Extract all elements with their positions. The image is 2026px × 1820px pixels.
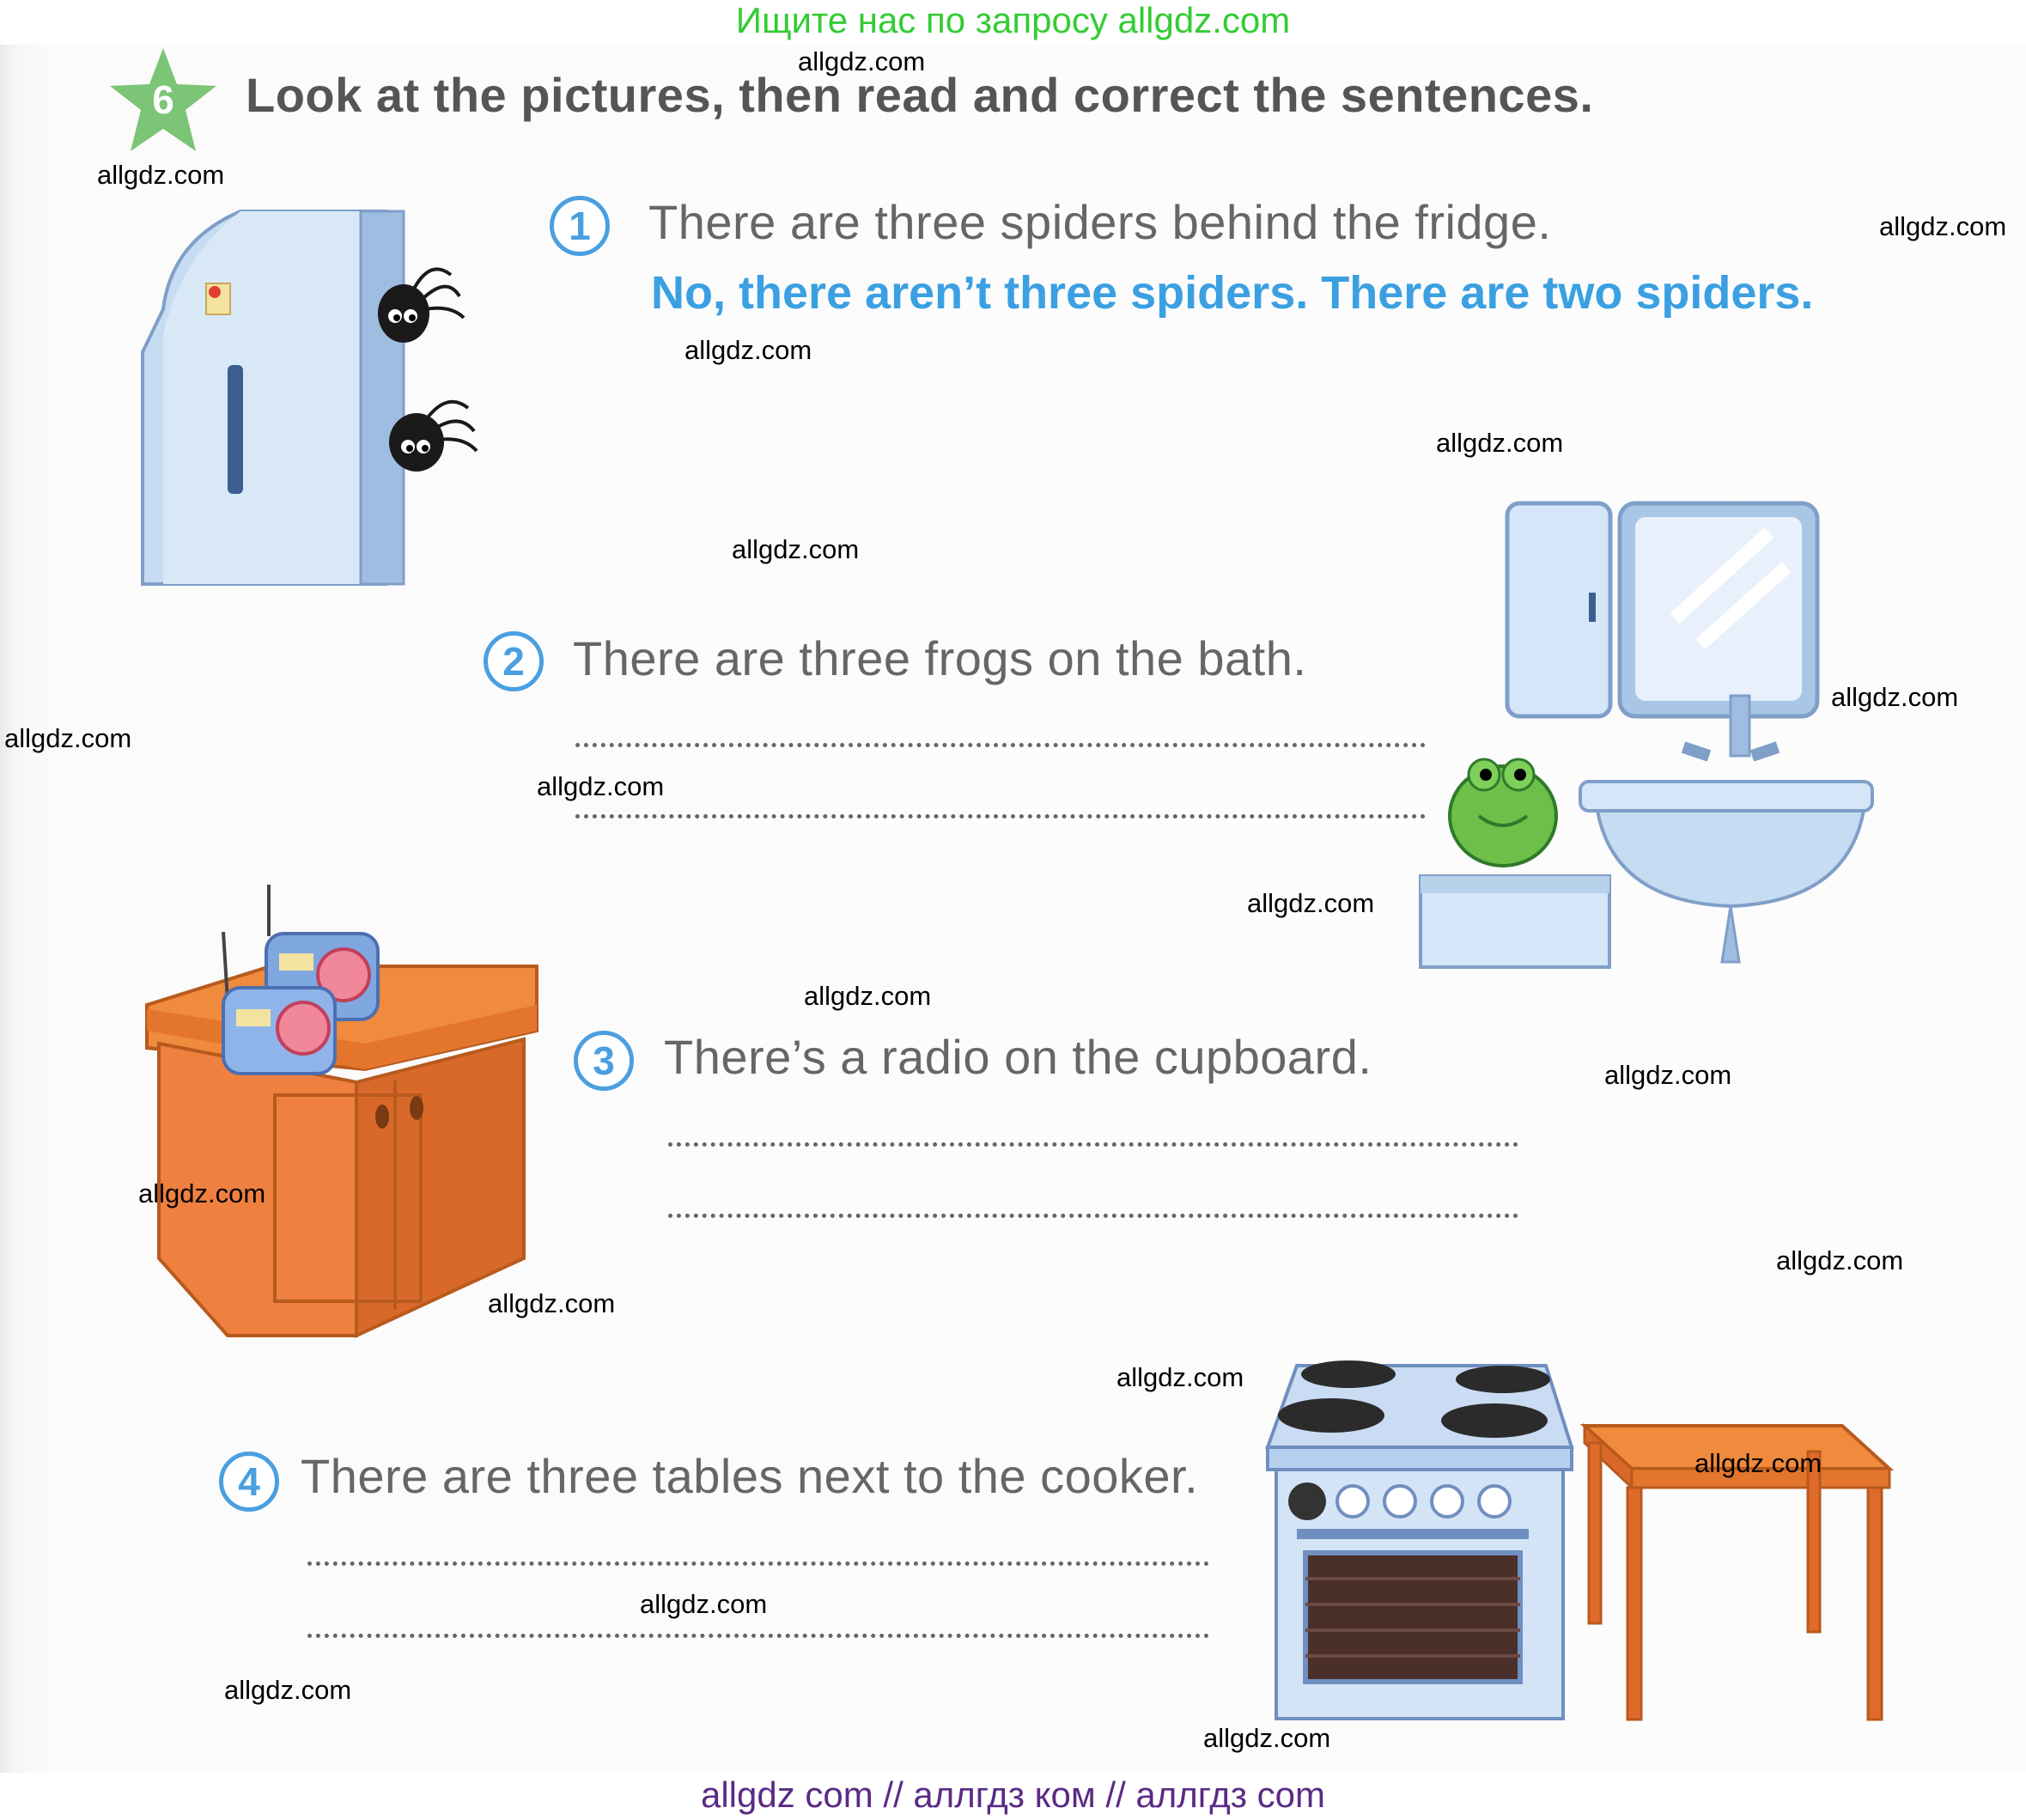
watermark: allgdz.com xyxy=(1694,1448,1822,1478)
bottom-banner: allgdz com // аллгдз ком // аллгдз com xyxy=(700,1774,1325,1815)
item-number-3: 3 xyxy=(574,1031,634,1091)
fridge-picture xyxy=(137,206,481,593)
item-number-1: 1 xyxy=(550,196,610,256)
item-sentence-4: There are three tables next to the cooker. xyxy=(301,1449,1199,1503)
bathroom-picture xyxy=(1417,498,1881,971)
watermark: allgdz.com xyxy=(640,1589,768,1619)
watermark: allgdz.com xyxy=(1247,888,1375,918)
item-sentence-2: There are three frogs on the bath. xyxy=(573,631,1307,685)
answer-line-4b[interactable] xyxy=(307,1634,1209,1638)
watermark: allgdz.com xyxy=(732,534,860,564)
watermark: allgdz.com xyxy=(4,723,132,753)
watermark: allgdz.com xyxy=(1831,682,1959,712)
watermark: allgdz.com xyxy=(798,46,926,76)
watermark: allgdz.com xyxy=(1203,1723,1331,1753)
item-sentence-3: There’s a radio on the cupboard. xyxy=(664,1030,1372,1084)
answer-line-2b[interactable] xyxy=(575,814,1426,819)
item-answer-1: No, there aren’t three spiders. There are two spiders. xyxy=(651,267,1814,319)
answer-line-3b[interactable] xyxy=(668,1214,1518,1218)
answer-line-2a[interactable] xyxy=(575,743,1426,747)
top-banner[interactable]: Ищите нас по запросу allgdz.com xyxy=(735,0,1291,40)
answer-line-3a[interactable] xyxy=(668,1142,1518,1147)
watermark: allgdz.com xyxy=(1776,1245,1904,1275)
watermark: allgdz.com xyxy=(138,1178,266,1208)
answer-line-4a[interactable] xyxy=(307,1561,1209,1566)
star-icon xyxy=(105,45,222,156)
cooker-table-picture xyxy=(1262,1357,1898,1726)
item-sentence-1: There are three spiders behind the fridge. xyxy=(648,195,1552,249)
item-number-2: 2 xyxy=(484,631,544,691)
watermark: allgdz.com xyxy=(97,160,225,190)
watermark: allgdz.com xyxy=(1116,1362,1244,1392)
watermark: allgdz.com xyxy=(1604,1060,1732,1090)
cupboard-picture xyxy=(142,880,545,1340)
exercise-instruction: Look at the pictures, then read and correct the sentences. xyxy=(246,68,1594,122)
watermark: allgdz.com xyxy=(804,981,932,1011)
watermark: allgdz.com xyxy=(684,335,812,365)
watermark: allgdz.com xyxy=(488,1288,616,1318)
item-number-4: 4 xyxy=(219,1452,279,1512)
watermark: allgdz.com xyxy=(537,771,665,801)
watermark: allgdz.com xyxy=(1879,211,2007,241)
watermark: allgdz.com xyxy=(1436,428,1564,458)
exercise-number: 6 xyxy=(152,77,174,122)
watermark: allgdz.com xyxy=(224,1675,352,1705)
